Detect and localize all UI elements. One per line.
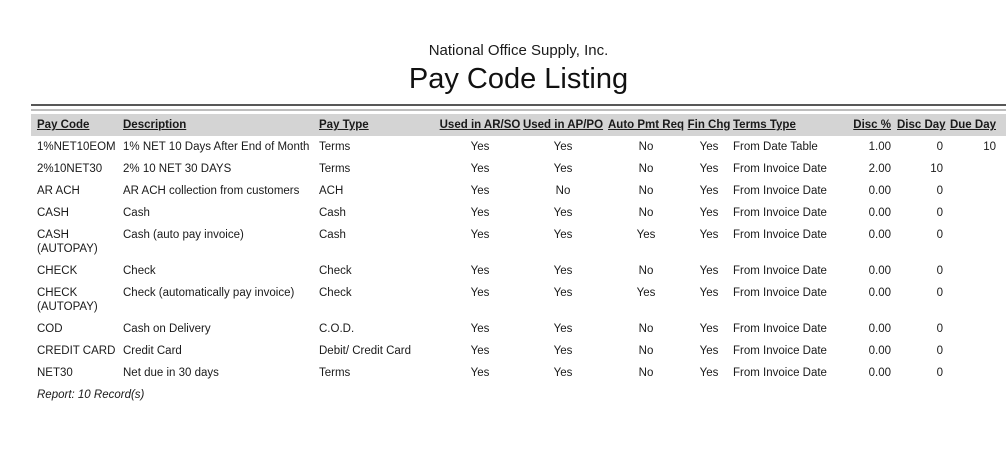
table-cell: 0 bbox=[936, 367, 943, 379]
table-cell: Yes bbox=[553, 141, 573, 153]
table-cell: Yes bbox=[470, 287, 490, 299]
table-cell bbox=[949, 158, 1006, 180]
table-cell: Check bbox=[123, 265, 156, 277]
column-header: Disc % bbox=[853, 119, 891, 131]
table-cell: 0 bbox=[936, 185, 943, 197]
table-cell: Net due in 30 days bbox=[123, 367, 219, 379]
table-cell: Yes bbox=[553, 345, 573, 357]
column-header: Auto Pmt Req bbox=[607, 119, 685, 131]
table-cell: Yes bbox=[699, 207, 719, 219]
table-cell: 0.00 bbox=[868, 367, 891, 379]
company-name: National Office Supply, Inc. bbox=[428, 42, 609, 59]
table-cell: Cash on Delivery bbox=[123, 323, 211, 335]
table-cell: CASH (AUTOPAY) bbox=[37, 229, 98, 255]
table-cell: Yes bbox=[470, 345, 490, 357]
pay-code-table bbox=[31, 114, 1006, 384]
table-cell: Yes bbox=[553, 229, 573, 241]
table-cell: Cash bbox=[123, 207, 150, 219]
table-row bbox=[31, 318, 1006, 340]
table-cell: Yes bbox=[553, 367, 573, 379]
table-cell: Check bbox=[319, 265, 352, 277]
table-cell: 0 bbox=[936, 323, 943, 335]
table-cell: CASH bbox=[37, 207, 69, 219]
table-cell: 0.00 bbox=[868, 185, 891, 197]
table-cell bbox=[949, 202, 1006, 224]
table-cell: Terms bbox=[319, 367, 351, 379]
table-cell: Terms bbox=[319, 163, 351, 175]
table-cell: Terms bbox=[319, 141, 351, 153]
table-cell: No bbox=[638, 141, 654, 153]
table-cell: From Invoice Date bbox=[733, 229, 827, 241]
page-title: Pay Code Listing bbox=[408, 63, 629, 95]
table-cell: COD bbox=[37, 323, 63, 335]
table-cell bbox=[949, 180, 1006, 202]
table-cell bbox=[949, 362, 1006, 384]
table-cell: Check (automatically pay invoice) bbox=[123, 287, 295, 299]
table-cell: Yes bbox=[699, 265, 719, 277]
table-cell: Debit/ Credit Card bbox=[319, 345, 412, 357]
table-cell: 0.00 bbox=[868, 207, 891, 219]
column-header: Pay Code bbox=[37, 119, 90, 131]
table-cell: Yes bbox=[699, 367, 719, 379]
column-header: Disc Day bbox=[897, 119, 946, 131]
table-cell: From Invoice Date bbox=[733, 287, 827, 299]
table-cell: Yes bbox=[553, 323, 573, 335]
table-cell: Yes bbox=[699, 185, 719, 197]
table-row bbox=[31, 158, 1006, 180]
table-cell: Yes bbox=[470, 185, 490, 197]
table-row bbox=[31, 282, 1006, 318]
table-cell: No bbox=[638, 323, 654, 335]
table-cell bbox=[949, 340, 1006, 362]
column-header: Used in AP/PO bbox=[522, 119, 604, 131]
table-cell: From Invoice Date bbox=[733, 185, 827, 197]
table-cell: From Invoice Date bbox=[733, 345, 827, 357]
table-cell: From Date Table bbox=[733, 141, 818, 153]
table-cell: Yes bbox=[470, 265, 490, 277]
top-rule-light bbox=[31, 109, 1006, 111]
table-cell: Yes bbox=[636, 229, 656, 241]
table-cell: Yes bbox=[553, 163, 573, 175]
table-cell: C.O.D. bbox=[319, 323, 355, 335]
table-cell: Yes bbox=[470, 141, 490, 153]
table-cell: No bbox=[638, 265, 654, 277]
table-cell: Yes bbox=[699, 141, 719, 153]
table-cell: 2.00 bbox=[868, 163, 891, 175]
column-header: Description bbox=[123, 119, 187, 131]
table-cell: Cash bbox=[319, 229, 346, 241]
table-cell: Yes bbox=[699, 229, 719, 241]
table-row bbox=[31, 180, 1006, 202]
table-cell: Yes bbox=[470, 323, 490, 335]
table-cell: 0 bbox=[936, 287, 943, 299]
table-cell: ACH bbox=[319, 185, 344, 197]
table-cell: NET30 bbox=[37, 367, 73, 379]
table-cell: Yes bbox=[553, 287, 573, 299]
table-cell: Credit Card bbox=[123, 345, 182, 357]
table-cell: AR ACH collection from customers bbox=[123, 185, 300, 197]
table-cell: CHECK (AUTOPAY) bbox=[37, 287, 98, 313]
table-row bbox=[31, 224, 1006, 260]
column-header: Pay Type bbox=[319, 119, 369, 131]
table-cell: No bbox=[638, 207, 654, 219]
table-cell: No bbox=[638, 185, 654, 197]
table-cell: From Invoice Date bbox=[733, 207, 827, 219]
table-row bbox=[31, 340, 1006, 362]
table-cell: 0.00 bbox=[868, 323, 891, 335]
table-cell: No bbox=[638, 163, 654, 175]
table-cell: 1% NET 10 Days After End of Month bbox=[123, 141, 310, 153]
table-cell: Yes bbox=[699, 287, 719, 299]
column-header: Fin Chg bbox=[687, 119, 731, 131]
table-cell: Cash (auto pay invoice) bbox=[123, 229, 244, 241]
table-row bbox=[31, 202, 1006, 224]
table-cell: 10 bbox=[983, 141, 996, 153]
table-cell: Yes bbox=[699, 323, 719, 335]
table-cell: AR ACH bbox=[37, 185, 80, 197]
table-cell: 0 bbox=[936, 207, 943, 219]
top-rule-dark bbox=[31, 104, 1006, 106]
column-header: Due Day bbox=[949, 119, 996, 131]
table-cell: Cash bbox=[319, 207, 346, 219]
table-cell: 0.00 bbox=[868, 287, 891, 299]
table-header-row bbox=[31, 114, 1006, 136]
table-cell: Yes bbox=[470, 163, 490, 175]
table-cell: Check bbox=[319, 287, 352, 299]
table-cell: Yes bbox=[470, 367, 490, 379]
column-header: Used in AR/SO bbox=[439, 119, 521, 131]
table-cell: 2%10NET30 bbox=[37, 163, 103, 175]
table-cell: From Invoice Date bbox=[733, 323, 827, 335]
table-cell: Yes bbox=[470, 207, 490, 219]
table-cell: No bbox=[555, 185, 571, 197]
table-cell: 2% 10 NET 30 DAYS bbox=[123, 163, 232, 175]
table-cell: Yes bbox=[553, 207, 573, 219]
table-cell: Yes bbox=[699, 345, 719, 357]
table-cell: 1%NET10EOM bbox=[37, 141, 116, 153]
table-cell: 1.00 bbox=[868, 141, 891, 153]
table-cell bbox=[949, 224, 1006, 260]
table-cell bbox=[949, 282, 1006, 318]
table-cell: No bbox=[638, 345, 654, 357]
table-cell: CREDIT CARD bbox=[37, 345, 116, 357]
table-cell: 0.00 bbox=[868, 345, 891, 357]
column-header: Terms Type bbox=[733, 119, 796, 131]
table-cell: From Invoice Date bbox=[733, 367, 827, 379]
table-cell: From Invoice Date bbox=[733, 163, 827, 175]
table-cell: 0.00 bbox=[868, 265, 891, 277]
table-cell: 0 bbox=[936, 141, 943, 153]
table-cell: From Invoice Date bbox=[733, 265, 827, 277]
table-cell: Yes bbox=[470, 229, 490, 241]
table-row bbox=[31, 362, 1006, 384]
table-cell: Yes bbox=[636, 287, 656, 299]
table-cell: 0.00 bbox=[868, 229, 891, 241]
table-cell: No bbox=[638, 367, 654, 379]
table-cell: Yes bbox=[699, 163, 719, 175]
table-cell: Yes bbox=[553, 265, 573, 277]
report-page bbox=[31, 43, 1006, 401]
table-row bbox=[31, 136, 1006, 158]
table-cell: 0 bbox=[936, 229, 943, 241]
table-row bbox=[31, 260, 1006, 282]
table-cell: 0 bbox=[936, 345, 943, 357]
table-cell bbox=[949, 318, 1006, 340]
table-cell: 0 bbox=[936, 265, 943, 277]
table-cell: CHECK bbox=[37, 265, 78, 277]
table-cell bbox=[949, 260, 1006, 282]
record-count-summary: Report: 10 Record(s) bbox=[37, 389, 145, 401]
table-cell: 10 bbox=[930, 163, 943, 175]
